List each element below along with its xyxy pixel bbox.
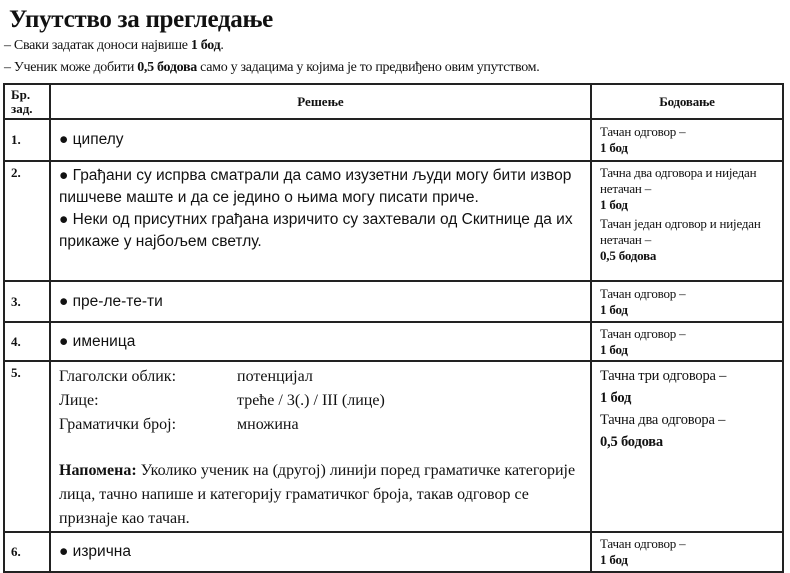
task-answer: ● именица xyxy=(50,322,591,361)
table-row xyxy=(4,119,783,161)
task-number: 6. xyxy=(4,532,50,572)
score-points: 1 бод xyxy=(600,197,628,212)
answer-item: ● Неки од присутних грађана изричито су захтевали од Скитнице да их прикаже у најбољем светлу. xyxy=(59,211,573,250)
table-row xyxy=(4,161,783,281)
table-row xyxy=(4,361,783,532)
task-number: 5. xyxy=(4,361,50,532)
page-title: Упутство за прегледање xyxy=(9,6,273,33)
score-text: Тачан један одговор и ниједан нетачан – xyxy=(600,216,761,247)
table-row xyxy=(4,322,783,361)
score-points: 0,5 бодова xyxy=(600,434,663,450)
grammar-fields xyxy=(59,365,582,437)
field-label: Лице: xyxy=(59,392,99,409)
remark xyxy=(59,459,582,531)
task-number: 1. xyxy=(4,119,50,161)
task-answer: ● пре-ле-те-ти xyxy=(50,281,591,322)
field-value: потенцијал xyxy=(237,368,313,385)
text-bold: 0,5 бодова xyxy=(137,60,197,75)
remark-text: Уколико ученик на (другој) линији поред граматичке категорије лица, тачно напише и категорију граматичког броја, такав одговор се признаје као тачан. xyxy=(59,462,576,527)
score-text: Тачан одговор – xyxy=(600,536,686,551)
task-answer: ● изрична xyxy=(50,532,591,572)
score-text: Тачан одговор – xyxy=(600,124,686,139)
instruction-2 xyxy=(4,60,539,76)
score-text: Тачан одговор – xyxy=(600,325,686,341)
task-answer xyxy=(50,361,591,532)
header-number: Бр. зад. xyxy=(4,84,50,119)
task-score xyxy=(591,361,783,532)
field-value: треће / 3(.) / III (лице) xyxy=(237,392,385,409)
text: само у задацима у којима је то предвиђено овим упутством. xyxy=(196,60,540,75)
task-score xyxy=(591,532,783,572)
field-label: Граматички број: xyxy=(59,416,177,433)
field-value: множина xyxy=(237,416,299,433)
remark-label: Напомена: xyxy=(59,462,137,479)
task-number: 3. xyxy=(4,281,50,322)
task-score xyxy=(591,161,783,281)
score-points: 1 бод xyxy=(600,301,628,317)
answer-item: ● Грађани су испрва сматрали да само изузетни људи могу бити извор пишчеве маште и да се једино о њима могу писати приче. xyxy=(59,167,572,206)
text: – Ученик може добити xyxy=(4,60,138,75)
task-score xyxy=(591,119,783,161)
scoring-table xyxy=(3,83,784,573)
score-text: Тачан одговор – xyxy=(600,285,686,301)
score-points: 1 бод xyxy=(600,390,632,406)
score-points: 1 бод xyxy=(600,341,628,357)
score-text: Тачна два одговора – xyxy=(600,412,726,428)
score-text: Тачна два одговора и ниједан нетачан – xyxy=(600,165,757,196)
table-row xyxy=(4,532,783,572)
header-scoring: Бодовање xyxy=(591,84,783,119)
table-row xyxy=(4,281,783,322)
task-number: 4. xyxy=(4,322,50,361)
field-label: Глаголски облик: xyxy=(59,368,177,385)
instruction-1 xyxy=(4,38,224,54)
task-answer: ● ципелу xyxy=(50,119,591,161)
score-points: 1 бод xyxy=(600,552,628,567)
text-bold: 1 бод xyxy=(190,38,221,53)
task-number: 2. xyxy=(4,161,50,281)
score-points: 1 бод xyxy=(600,140,628,155)
table-header xyxy=(4,84,783,119)
score-text: Тачна три одговора – xyxy=(600,368,727,384)
score-points: 0,5 бодова xyxy=(600,248,657,263)
text: – Сваки задатак доноси највише xyxy=(4,38,191,53)
task-score xyxy=(591,281,783,322)
header-solution: Решење xyxy=(50,84,591,119)
task-answer xyxy=(50,161,591,281)
text: . xyxy=(220,38,224,53)
task-score xyxy=(591,322,783,361)
